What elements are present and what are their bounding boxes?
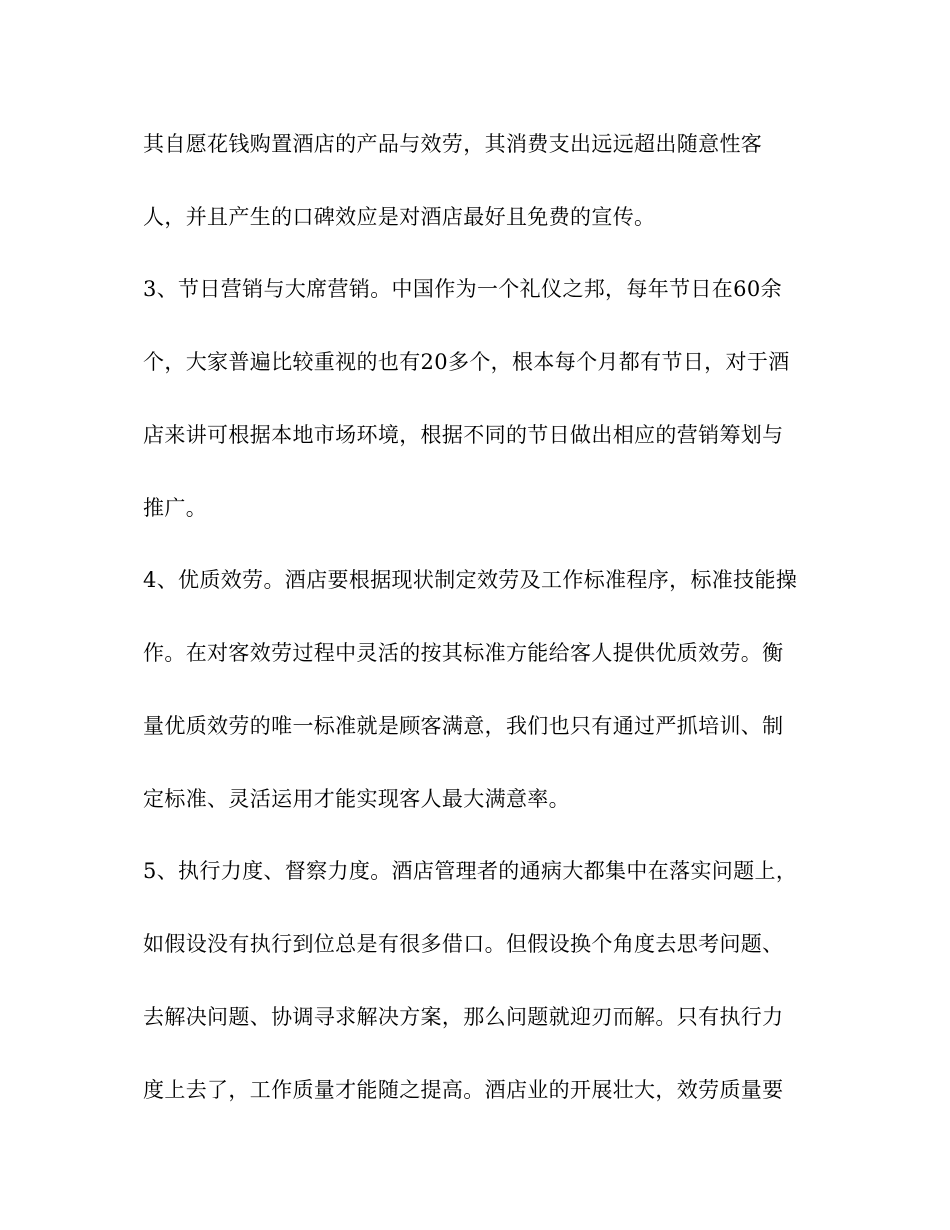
text-line: 如假设没有执行到位总是有很多借口。但假设换个角度去思考问题、 (143, 932, 784, 956)
text-line: 量优质效劳的唯一标准就是顾客满意，我们也只有通过严抓培训、制 (143, 714, 784, 738)
text-line: 作。在对客效劳过程中灵活的按其标准方能给客人提供优质效劳。衡 (143, 641, 784, 665)
text-line: 其自愿花钱购置酒店的产品与效劳，其消费支出远远超出随意性客 (143, 132, 763, 156)
text-line: 店来讲可根据本地市场环境，根据不同的节日做出相应的营销筹划与 (143, 423, 784, 447)
text-line: 4、优质效劳。酒店要根据现状制定效劳及工作标准程序，标准技能操 (143, 568, 798, 592)
text-line: 人，并且产生的口碑效应是对酒店最好且免费的宣传。 (143, 205, 656, 229)
text-line: 去解决问题、协调寻求解决方案，那么问题就迎刃而解。只有执行力 (143, 1005, 784, 1029)
text-line: 5、执行力度、督察力度。酒店管理者的通病大都集中在落实问题上， (143, 859, 798, 883)
text-line: 推广。 (143, 496, 208, 520)
text-line: 个，大家普遍比较重视的也有20多个，根本每个月都有节日，对于酒 (143, 350, 790, 374)
text-line: 3、节日营销与大席营销。中国作为一个礼仪之邦，每年节日在60余 (143, 277, 782, 301)
text-line: 度上去了，工作质量才能随之提高。酒店业的开展壮大，效劳质量要 (143, 1078, 784, 1102)
text-line: 定标准、灵活运用才能实现客人最大满意率。 (143, 787, 570, 811)
